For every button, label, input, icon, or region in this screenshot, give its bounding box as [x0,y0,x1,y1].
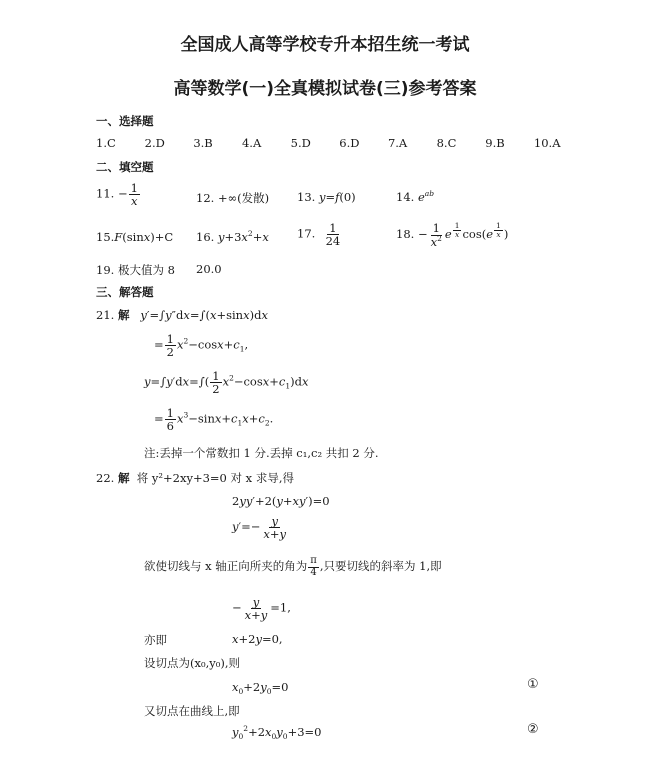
choice-answer: 10.A [533,136,561,150]
equation-marker-1: ① [527,677,539,692]
solution-text: 欲使切线与 x 轴正向所夹的角为 [144,559,308,573]
q22-tangent-point: 设切点为(x₀,y₀),则 [144,656,240,670]
choice-answer: 9.B [485,136,505,150]
document-title: 全国成人高等学校专升本招生统一考试 [180,35,470,55]
answer-text: +∞(发散) [217,191,270,205]
solution-text: 将 y²+2xy+3=0 对 x 求导,得 [136,471,294,485]
question-number: 14. [396,190,415,204]
fraction-numerator: 1 [329,221,337,235]
solution-text: ,只要切线的斜率为 1,即 [319,559,442,573]
q22-eq-slope-one: − $\frac{y}{x+y}$ =1, [232,595,291,623]
q21-line1: 21. 解 y′=∫y″dx=∫(x+sinx)dx [96,308,268,322]
question-number: 13. [297,190,316,204]
q22-eq-derivative: 2yy′+2(y+xy′)=0 [232,494,330,508]
fill-answer-11: 11. − $\frac{1}{x}$ [96,181,138,209]
q22-eq-linear: x+2y=0, [232,632,283,646]
question-number: 15. [96,230,115,244]
document-subtitle: 高等数学(一)全真模拟试卷(三)参考答案 [173,79,477,99]
fill-answer-14: 14. $e^{ab}$ [396,189,435,204]
question-number: 18. [396,227,415,241]
section-solution-heading: 三、解答题 [96,285,154,299]
section-choice-heading: 一、选择题 [96,114,154,128]
choice-answer: 6.D [339,136,360,150]
q22-on-curve: 又切点在曲线上,即 [144,704,240,718]
q22-eq-slope: y′=− $\frac{y}{x+y}$ [232,514,287,542]
q22-angle-text: 欲使切线与 x 轴正向所夹的角为 $\frac{\pi}{4}$ ,只要切线的斜率为 1,即 [144,555,442,578]
q22-eq-2: $y_0^2+2x_0y_0+3=0$ [232,724,322,741]
fill-answer-12 [196,190,269,206]
fill-answer-16: 16. $y+3x^2+x$ [196,229,269,244]
choice-answer: 8.C [436,136,457,150]
equation-marker-2: ② [527,722,539,737]
question-number: 16. [196,230,215,244]
q22-yiji: 亦即 [144,633,167,647]
q21-line4: = $\frac{1}{6}$ $x^3-\sin x+c_1x+c_2$. [154,406,274,434]
fill-answer-20: 20.0 [196,262,222,276]
fraction-denominator: 24 [325,234,341,249]
choice-answer: 7.A [387,136,408,150]
fill-answer-19: 19. 极大值为 8 [96,263,175,277]
solution-label: 解 [117,471,130,485]
section-fill-heading: 二、填空题 [96,160,154,174]
choice-answer: 2.D [144,136,165,150]
choice-answer: 3.B [193,136,213,150]
question-number: 21. [96,308,115,322]
choice-answer: 4.A [241,136,262,150]
question-number: 22. [96,471,115,485]
choice-answers [96,136,579,150]
fill-answer-18: 18. − $\frac{1}{x^2}$ e $^{\frac{1}{x}}$ cos(e $^{\frac{1}{x}}$ ) [396,221,509,249]
fill-answer-15: 15.F(sinx)+C [96,230,174,244]
question-number: 12. [196,191,215,205]
solution-label: 解 [117,308,130,322]
choice-answer: 5.D [290,136,311,150]
fill-answer-13: 13. y=f(0) [297,190,356,204]
fill-answer-17 [297,222,343,247]
q21-line3: y=∫y′dx=∫( $\frac{1}{2}$ $x^2-\cos x+c_1)dx$ [144,369,309,397]
q21-note: 注:丢掉一个常数扣 1 分.丢掉 c₁,c₂ 共扣 2 分. [144,446,379,460]
question-number: 11. [96,186,115,201]
q21-line2: = $\frac{1}{2}$ $x^2-\cos x+c_1$, [154,332,249,360]
q22-line1 [96,470,294,486]
question-number: 17. [297,226,316,241]
choice-answer: 1.C [96,136,116,150]
q22-eq-1: $x_0+2y_0=0$ [232,680,289,696]
